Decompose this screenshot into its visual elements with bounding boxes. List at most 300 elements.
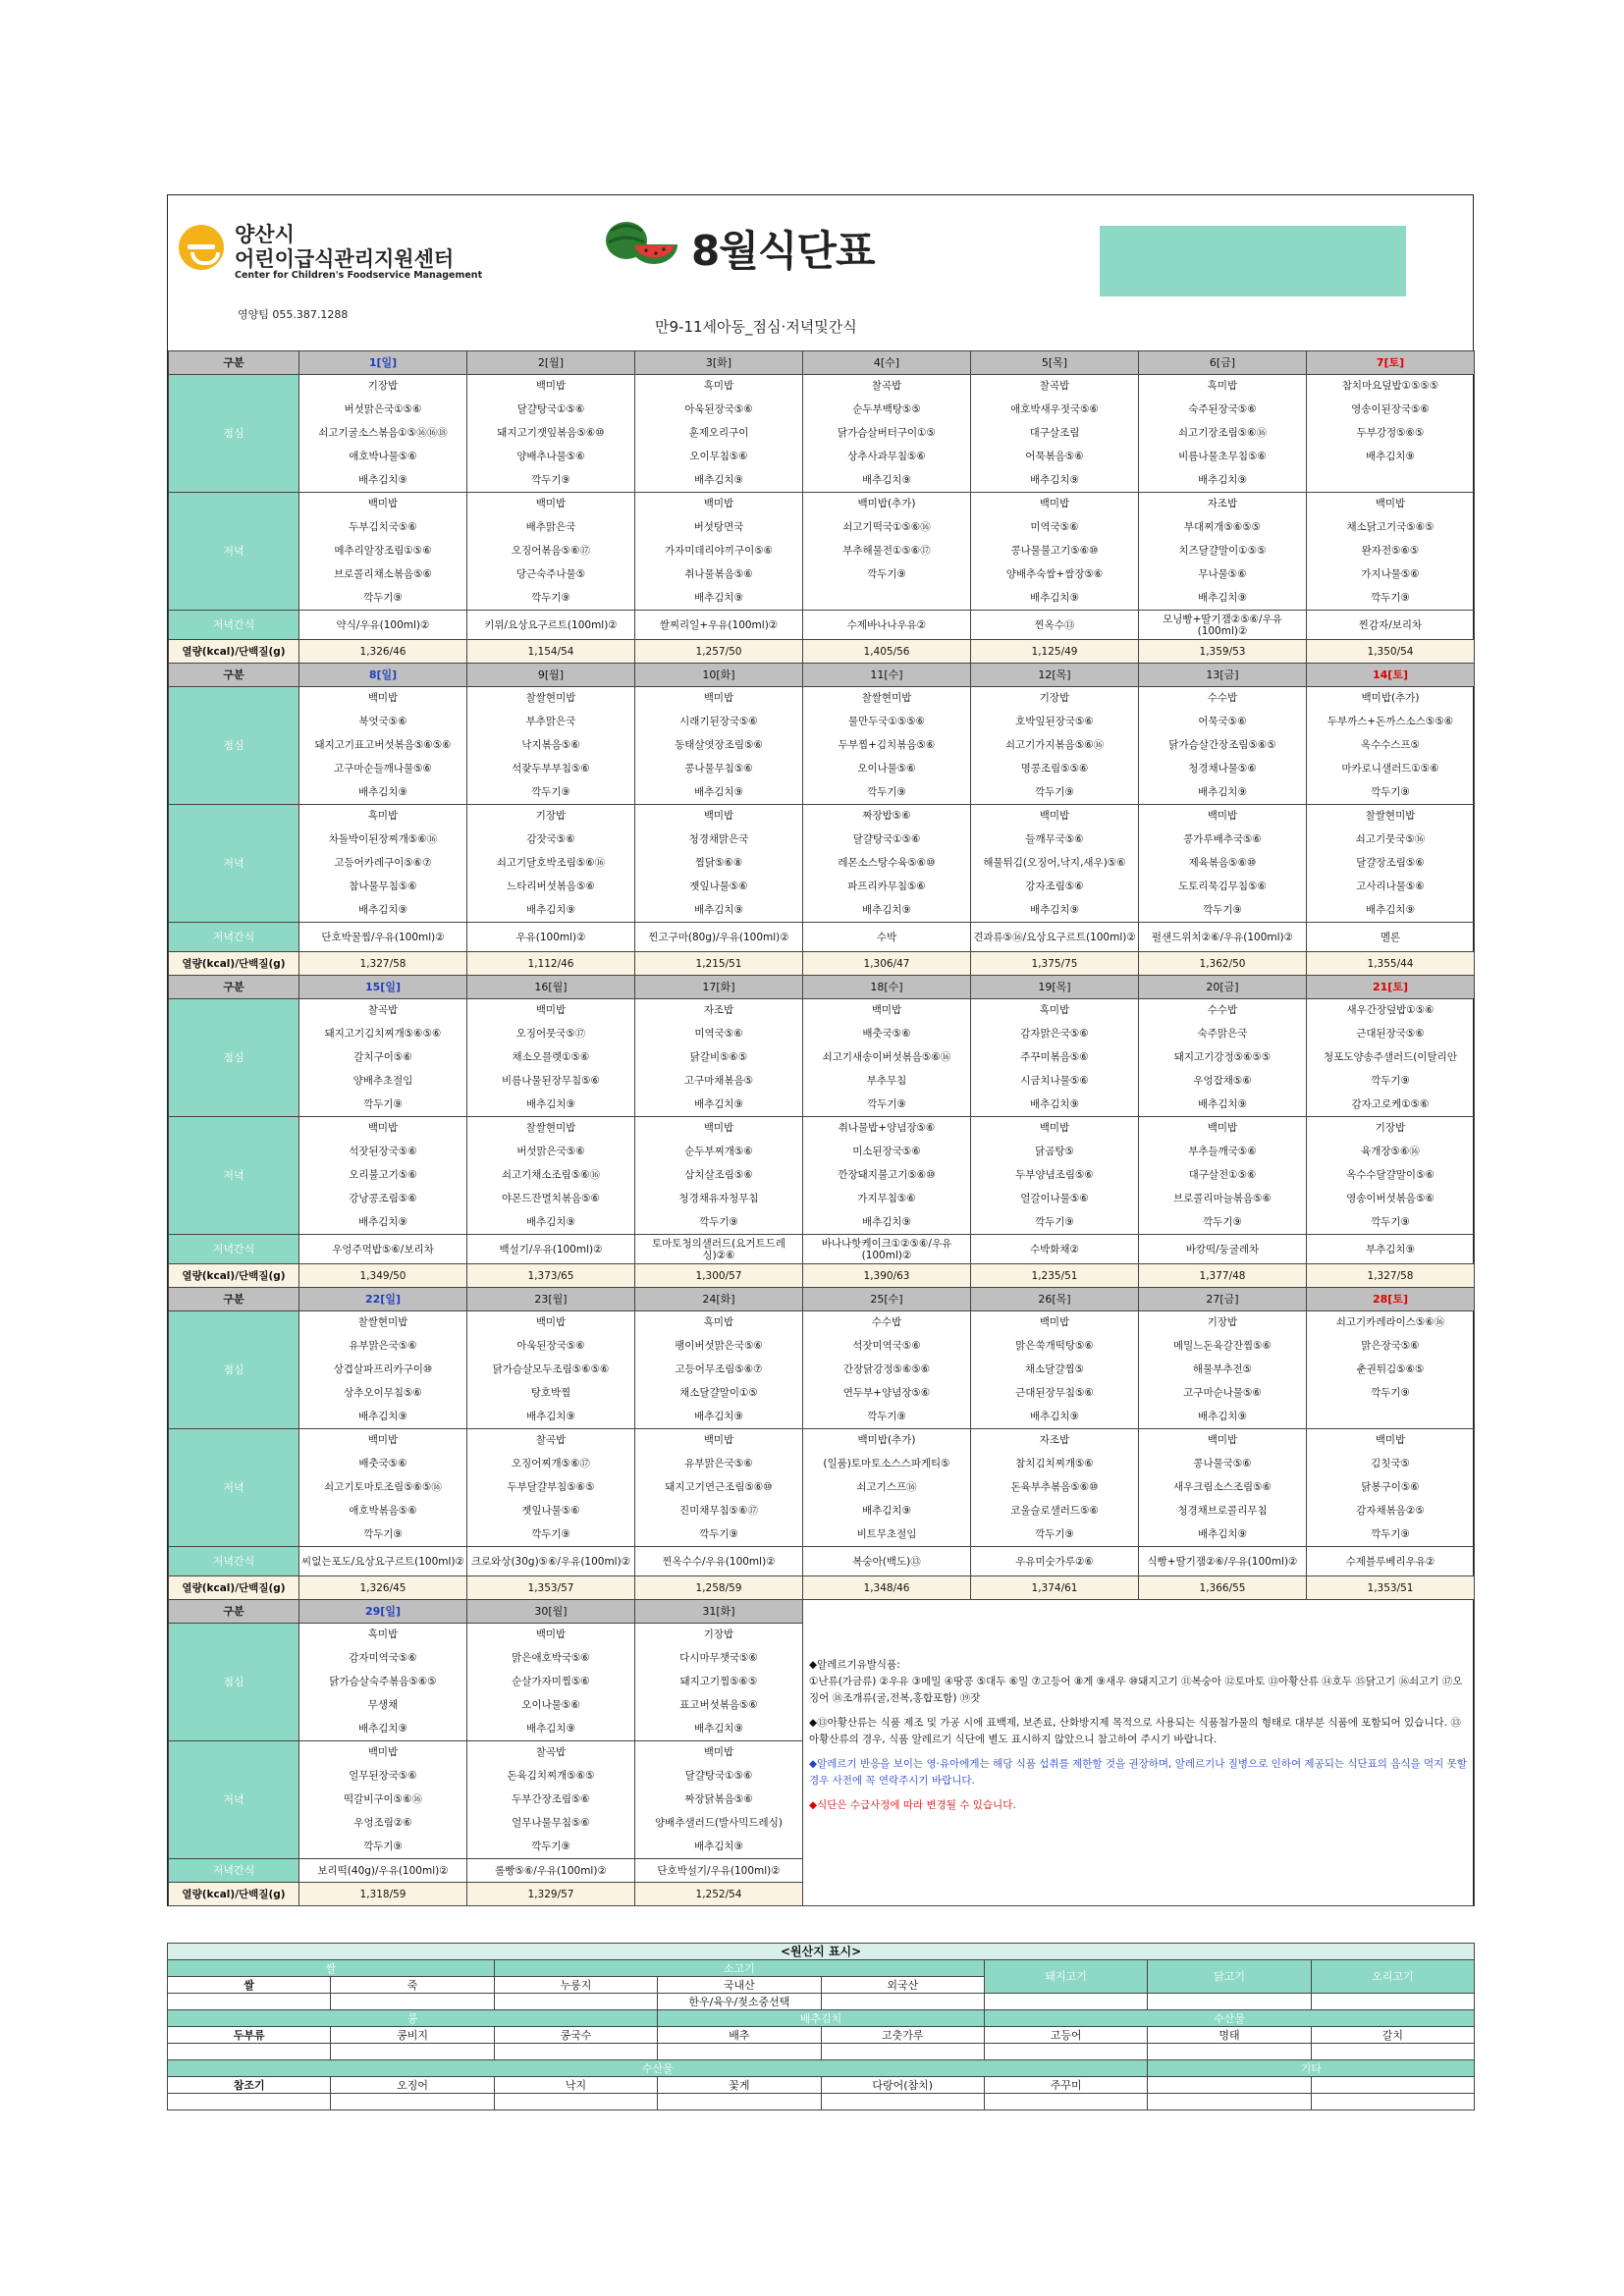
menu-cell <box>635 876 803 899</box>
lunch-label: 점심 <box>169 1311 299 1429</box>
menu-item: 닭가슴살버터구이①⑤ <box>838 426 936 439</box>
menu-cell <box>971 687 1139 711</box>
phone-number: 영양팀 055.387.1288 <box>238 308 349 321</box>
kcal-label: 열량(kcal)/단백질(g) <box>169 1264 299 1288</box>
menu-cell <box>299 1070 467 1094</box>
menu-cell <box>1139 1164 1307 1188</box>
origin-cell <box>821 2044 984 2060</box>
menu-cell <box>635 899 803 923</box>
menu-item: 깍두기⑨ <box>531 473 570 486</box>
kcal-cell: 1,112/46 <box>467 952 635 976</box>
menu-item: 깍두기⑨ <box>867 1097 906 1110</box>
day-header: 15[일] <box>299 976 467 999</box>
day-header: 17[화] <box>635 976 803 999</box>
menu-cell <box>971 493 1139 516</box>
origin-cell: 다랑어(참치) <box>821 2077 984 2094</box>
origin-cell: 배추 <box>658 2027 821 2044</box>
menu-cell <box>971 1046 1139 1070</box>
menu-item: 기장밥 <box>1375 1122 1406 1134</box>
menu-cell <box>467 469 635 493</box>
kcal-cell: 1,326/45 <box>299 1576 467 1600</box>
menu-cell <box>467 1671 635 1694</box>
menu-item: 백미밥 <box>535 498 567 509</box>
menu-item: 깍두기⑨ <box>1035 1527 1074 1540</box>
menu-title: 8월식단표 <box>691 227 875 275</box>
menu-cell <box>467 1117 635 1141</box>
menu-item: 고구마순들깨나물⑤⑥ <box>334 762 432 774</box>
kcal-cell: 1,374/61 <box>971 1576 1139 1600</box>
menu-cell <box>299 1476 467 1500</box>
gubun-label: 구분 <box>169 1288 299 1311</box>
menu-item: 도토리묵김무침⑤⑥ <box>1178 880 1267 892</box>
menu-cell <box>1307 493 1475 516</box>
origin-cell: 국내산 <box>658 1977 821 1994</box>
menu-item: 콩가루배추국⑤⑥ <box>1183 832 1262 845</box>
menu-cell <box>971 1023 1139 1046</box>
menu-item: 콩나물불고기⑤⑥⑩ <box>1010 544 1099 557</box>
menu-cell <box>635 1789 803 1812</box>
menu-cell <box>971 1311 1139 1335</box>
origin-cell: 고등어 <box>984 2027 1147 2044</box>
menu-item: 배추김치⑨ <box>862 1215 911 1228</box>
menu-item: 돈육김치찌개⑤⑥⑤ <box>507 1769 595 1782</box>
menu-cell <box>299 1500 467 1523</box>
menu-item: 오이나물⑤⑥ <box>857 762 916 774</box>
kcal-cell: 1,366/55 <box>1139 1576 1307 1600</box>
menu-cell <box>299 1718 467 1741</box>
menu-cell <box>971 1359 1139 1382</box>
menu-item: 새우간장덮밥①⑤⑥ <box>1346 1004 1435 1016</box>
gubun-label: 구분 <box>169 351 299 375</box>
menu-item: 두부간장조림⑤⑥ <box>512 1792 590 1805</box>
origin-title: <원산지 표시> <box>168 1944 1475 1960</box>
day-header: 22[일] <box>299 1288 467 1311</box>
menu-item: 청포도양송주샐러드(이탈리안 <box>1324 1050 1457 1063</box>
menu-cell <box>803 1406 971 1429</box>
menu-item: 백미밥 <box>871 1004 902 1016</box>
menu-item: 백미밥 <box>1207 810 1238 822</box>
origin-cell <box>658 2094 821 2110</box>
menu-cell <box>1139 469 1307 493</box>
menu-cell <box>635 1023 803 1046</box>
menu-cell <box>1139 1023 1307 1046</box>
origin-cell: 누룽지 <box>494 1977 657 1994</box>
menu-cell <box>971 587 1139 611</box>
menu-item: 낙지볶음⑤⑥ <box>521 738 580 751</box>
menu-cell <box>467 999 635 1023</box>
menu-cell <box>299 805 467 828</box>
menu-item: 상추사과무침⑤⑥ <box>847 450 926 462</box>
menu-cell <box>971 516 1139 540</box>
kcal-cell: 1,306/47 <box>803 952 971 976</box>
menu-cell <box>1307 540 1475 563</box>
menu-item: 물만두국①⑤⑤⑥ <box>847 715 926 727</box>
menu-cell <box>971 1211 1139 1235</box>
menu-item: 배추김치⑨ <box>1030 591 1079 604</box>
menu-cell <box>971 446 1139 469</box>
menu-item: 깍두기⑨ <box>363 1840 403 1852</box>
kcal-cell: 1,318/59 <box>299 1883 467 1906</box>
menu-item: 호박잎된장국⑤⑥ <box>1015 715 1094 727</box>
menu-item: 깍두기⑨ <box>867 567 906 580</box>
menu-item: 찰쌀현미밥 <box>357 1316 408 1328</box>
menu-cell <box>635 1117 803 1141</box>
menu-item: 깍두기⑨ <box>1371 591 1410 604</box>
origin-cell <box>494 2094 657 2110</box>
gubun-label: 구분 <box>169 664 299 687</box>
menu-cell <box>299 516 467 540</box>
menu-cell <box>299 1789 467 1812</box>
menu-item: 버섯맑은국⑤⑥ <box>516 1145 585 1157</box>
menu-cell <box>803 493 971 516</box>
menu-item: 배추김치⑨ <box>862 903 911 916</box>
menu-item: 상추오이무침⑤⑥ <box>344 1386 422 1399</box>
snack-cell: 찐옥수수/우유(100ml)② <box>635 1547 803 1576</box>
menu-cell <box>467 1382 635 1406</box>
menu-cell <box>467 1429 635 1453</box>
menu-item: 흑미밥 <box>367 810 399 822</box>
gubun-label: 구분 <box>169 1600 299 1624</box>
menu-item: 돈육부추볶음⑤⑥⑩ <box>1010 1480 1099 1493</box>
kcal-cell: 1,252/54 <box>635 1883 803 1906</box>
menu-item: 아욱된장국⑤⑥ <box>684 402 753 415</box>
menu-item: 채소오믈렛①⑤⑥ <box>512 1050 590 1063</box>
menu-item: 팽이버섯맑은국⑤⑥ <box>675 1339 763 1352</box>
menu-item: 버섯맑은국①⑤⑥ <box>344 402 422 415</box>
menu-cell <box>1139 1382 1307 1406</box>
menu-item: 백미밥 <box>367 1122 399 1134</box>
menu-cell <box>803 899 971 923</box>
menu-item: 치즈달걀말이①⑤⑤ <box>1178 544 1267 557</box>
kcal-cell: 1,348/46 <box>803 1576 971 1600</box>
origin-cell: 죽 <box>331 1977 494 1994</box>
menu-item: 배추김치⑨ <box>862 473 911 486</box>
menu-item: 채소달걀찜⑤ <box>1024 1362 1085 1375</box>
menu-cell <box>635 1647 803 1671</box>
snack-cell: 바캉떡/둥굴레차 <box>1139 1235 1307 1264</box>
menu-item: 쇠고기뭇국⑤⑯ <box>1355 832 1426 845</box>
menu-cell <box>1139 587 1307 611</box>
menu-cell <box>299 1023 467 1046</box>
menu-item: 제육볶음⑤⑥⑩ <box>1188 856 1257 869</box>
menu-item: 배추김치⑨ <box>694 785 743 798</box>
menu-cell <box>803 1500 971 1523</box>
menu-cell <box>971 1453 1139 1476</box>
sheet-header <box>168 195 1473 350</box>
menu-item: 오징어뭇국⑤⑰ <box>515 1027 586 1040</box>
menu-item: 배추김치⑨ <box>694 591 743 604</box>
menu-cell <box>635 1382 803 1406</box>
menu-cell <box>299 540 467 563</box>
origin-cell: 낙지 <box>494 2077 657 2094</box>
origin-cell: 고춧가루 <box>821 2027 984 2044</box>
menu-cell <box>635 1476 803 1500</box>
day-header: 29[일] <box>299 1600 467 1624</box>
menu-cell <box>971 805 1139 828</box>
snack-label: 저녁간식 <box>169 1859 299 1883</box>
menu-cell <box>299 1046 467 1070</box>
menu-item: 배추김치⑨ <box>526 903 575 916</box>
origin-cell: 두부류 <box>168 2027 331 2044</box>
menu-item: 기장밥 <box>535 810 567 822</box>
menu-cell <box>1307 563 1475 587</box>
menu-item: 깍두기⑨ <box>867 1410 906 1422</box>
menu-cell <box>1307 1500 1475 1523</box>
menu-cell <box>1307 828 1475 852</box>
menu-cell <box>1139 375 1307 399</box>
origin-cell: 콩국수 <box>494 2027 657 2044</box>
kcal-cell: 1,300/57 <box>635 1264 803 1288</box>
menu-item: 쇠고기굴소스볶음①⑤⑯⑯⑱ <box>318 426 448 439</box>
menu-item: 고등어무조림⑤⑥⑦ <box>675 1362 763 1375</box>
menu-cell <box>635 1311 803 1335</box>
menu-cell <box>1139 1500 1307 1523</box>
menu-cell <box>971 999 1139 1023</box>
day-header: 6[금] <box>1139 351 1307 375</box>
menu-cell <box>635 1141 803 1164</box>
origin-header-duck: 오리고기 <box>1311 1960 1474 1994</box>
day-header: 12[목] <box>971 664 1139 687</box>
menu-cell <box>635 758 803 781</box>
menu-cell <box>1139 899 1307 923</box>
menu-item: 배추김치⑨ <box>358 473 407 486</box>
day-header: 16[월] <box>467 976 635 999</box>
menu-item: 양배추초절임 <box>352 1074 413 1087</box>
menu-item: 백미밥(추가) <box>1361 692 1420 704</box>
kcal-cell: 1,375/75 <box>971 952 1139 976</box>
menu-cell <box>971 1476 1139 1500</box>
menu-cell <box>803 516 971 540</box>
menu-cell <box>467 1647 635 1671</box>
menu-item: 깍두기⑨ <box>1035 1215 1074 1228</box>
menu-item: 배추김치⑨ <box>1030 1410 1079 1422</box>
menu-cell <box>1139 758 1307 781</box>
menu-item: 부대찌개⑤⑥⑤⑤ <box>1183 520 1262 533</box>
menu-item: 메추리알장조림①⑤⑥ <box>334 544 432 557</box>
menu-cell <box>1139 1406 1307 1429</box>
dinner-label: 저녁 <box>169 1117 299 1235</box>
kcal-cell: 1,353/57 <box>467 1576 635 1600</box>
menu-item: 배추김치⑨ <box>526 1215 575 1228</box>
menu-cell <box>971 1188 1139 1211</box>
menu-item: 취나물볶음⑤⑥ <box>684 567 753 580</box>
menu-item: 돼지고기잿잎볶음⑤⑥⑩ <box>497 426 605 439</box>
menu-cell <box>1307 1359 1475 1382</box>
menu-item: 두부달걀부침⑤⑥⑤ <box>507 1480 595 1493</box>
day-header: 27[금] <box>1139 1288 1307 1311</box>
menu-cell <box>803 781 971 805</box>
menu-cell <box>467 1359 635 1382</box>
menu-cell <box>803 828 971 852</box>
menu-item: 닭가슴살숙주볶음⑤⑥⑤ <box>329 1675 437 1687</box>
day-header: 23[월] <box>467 1288 635 1311</box>
menu-cell <box>299 876 467 899</box>
menu-cell <box>467 446 635 469</box>
menu-item: 배추김치⑨ <box>862 1504 911 1517</box>
day-header: 3[화] <box>635 351 803 375</box>
menu-cell <box>971 1406 1139 1429</box>
menu-item: 백미밥 <box>535 1316 567 1328</box>
menu-cell <box>299 1382 467 1406</box>
menu-item: 배추김치⑨ <box>1198 1097 1247 1110</box>
menu-item: 참나물무침⑤⑥ <box>349 880 417 892</box>
menu-cell <box>299 711 467 734</box>
menu-item: 백미밥 <box>703 498 734 509</box>
menu-cell <box>467 540 635 563</box>
menu-item: 찰쌀현미밥 <box>525 692 576 704</box>
menu-cell <box>971 1094 1139 1117</box>
menu-cell <box>635 828 803 852</box>
menu-item: 깍두기⑨ <box>363 591 403 604</box>
kcal-cell: 1,154/54 <box>467 640 635 664</box>
menu-cell <box>467 1500 635 1523</box>
snack-cell: 우유미숫가루②⑥ <box>971 1547 1139 1576</box>
menu-cell <box>1139 1429 1307 1453</box>
origin-header-chicken: 닭고기 <box>1148 1960 1311 1994</box>
menu-cell <box>1139 446 1307 469</box>
warning-note: ◆알레르기 반응을 보이는 영·유아에게는 해당 식품 섭취를 제한할 것을 권장하며, 알레르기나 질병으로 인하여 제공되는 식단표의 음식을 먹지 못할 경우 사전에 꼭 연락주시기 바랍니다. <box>809 1757 1467 1787</box>
menu-item: 가지나물⑤⑥ <box>1361 567 1420 580</box>
menu-cell <box>1307 1046 1475 1070</box>
menu-cell <box>971 1164 1139 1188</box>
menu-cell <box>803 876 971 899</box>
origin-cell <box>1148 1994 1311 2010</box>
menu-item: 배추김치⑨ <box>1198 473 1247 486</box>
menu-item: 자조밥 <box>703 1004 734 1016</box>
menu-cell <box>1307 375 1475 399</box>
menu-cell <box>299 1694 467 1718</box>
menu-cell <box>803 446 971 469</box>
menu-item: 대구살전①⑤⑥ <box>1188 1168 1257 1181</box>
menu-cell <box>803 375 971 399</box>
snack-cell: 복숭아(백도)⑬ <box>803 1547 971 1576</box>
menu-cell <box>1307 1311 1475 1335</box>
menu-cell <box>299 1141 467 1164</box>
menu-cell <box>971 1382 1139 1406</box>
menu-cell <box>635 711 803 734</box>
menu-cell <box>1139 999 1307 1023</box>
menu-cell <box>803 1382 971 1406</box>
menu-cell <box>299 1836 467 1859</box>
menu-item: 오징어볶음⑤⑥⑰ <box>511 544 591 557</box>
menu-item: 배추김치⑨ <box>694 1722 743 1735</box>
menu-cell <box>803 1211 971 1235</box>
kcal-cell: 1,359/53 <box>1139 640 1307 664</box>
snack-cell: 수박 <box>803 923 971 952</box>
menu-item: 떡갈비구이⑤⑥⑯ <box>343 1792 423 1805</box>
origin-cell <box>1311 2094 1474 2110</box>
menu-item: 춘권튀김⑤⑥⑤ <box>1356 1362 1425 1375</box>
menu-cell <box>1139 1311 1307 1335</box>
menu-cell <box>1307 1094 1475 1117</box>
menu-item: 순두부찌개⑤⑥ <box>684 1145 753 1157</box>
menu-item: 배추김치⑨ <box>694 473 743 486</box>
menu-cell <box>467 711 635 734</box>
snack-label: 저녁간식 <box>169 923 299 952</box>
origin-cell <box>1148 2044 1311 2060</box>
kcal-label: 열량(kcal)/단백질(g) <box>169 1576 299 1600</box>
snack-cell: 토마토청의샐러드(요거트드레싱)②⑥ <box>635 1235 803 1264</box>
day-header: 14[토] <box>1307 664 1475 687</box>
menu-item: 찰쌀현미밥 <box>525 1122 576 1134</box>
menu-item: 백미밥 <box>703 692 734 704</box>
menu-cell <box>635 1624 803 1647</box>
menu-item: 강낭콩조림⑤⑥ <box>349 1192 417 1204</box>
menu-item: 다시마무챗국⑤⑥ <box>679 1651 758 1664</box>
menu-cell <box>467 1311 635 1335</box>
menu-item: 옥수수달걀말이⑤⑥ <box>1346 1168 1435 1181</box>
menu-item: 깍두기⑨ <box>1371 1074 1410 1087</box>
kcal-cell: 1,405/56 <box>803 640 971 664</box>
menu-cell <box>971 375 1139 399</box>
snack-cell: 보리떡(40g)/우유(100ml)② <box>299 1859 467 1883</box>
menu-cell <box>467 516 635 540</box>
origin-cell <box>168 1994 331 2010</box>
menu-item: 쇠고기스프⑯ <box>856 1480 917 1493</box>
menu-cell <box>467 1070 635 1094</box>
menu-cell <box>1139 1476 1307 1500</box>
menu-item: 깍두기⑨ <box>1035 785 1074 798</box>
menu-item: 배추김치⑨ <box>358 903 407 916</box>
menu-item: 백미밥 <box>703 1122 734 1134</box>
menu-cell <box>1139 852 1307 876</box>
menu-cell <box>1307 399 1475 422</box>
menu-cell <box>803 422 971 446</box>
menu-item: 백미밥 <box>703 1434 734 1446</box>
snack-label: 저녁간식 <box>169 611 299 640</box>
snack-cell: 쌀찌리일+우유(100ml)② <box>635 611 803 640</box>
menu-item: 백미밥 <box>703 810 734 822</box>
menu-item: 레몬소스탕수육⑤⑥⑩ <box>838 856 936 869</box>
menu-cell <box>299 563 467 587</box>
menu-cell <box>1307 1188 1475 1211</box>
menu-item: 배추김치⑨ <box>1030 473 1079 486</box>
menu-cell <box>803 1188 971 1211</box>
change-note: ◆식단은 수급사정에 따라 변경될 수 있습니다. <box>809 1798 1016 1811</box>
menu-cell <box>467 805 635 828</box>
menu-cell <box>1139 399 1307 422</box>
snack-cell: 찐감자/보리차 <box>1307 611 1475 640</box>
menu-item: 흑미밥 <box>1039 1004 1070 1016</box>
menu-item <box>1307 1406 1474 1429</box>
day-header: 30[월] <box>467 1600 635 1624</box>
menu-item: 김칫국⑤ <box>1371 1457 1410 1469</box>
menu-item: 깍두기⑨ <box>867 785 906 798</box>
menu-item: 찜닭⑤⑥⑧ <box>694 856 743 869</box>
menu-item: 두부양념조림⑤⑥ <box>1015 1168 1094 1181</box>
menu-item: 근대된장국⑤⑥ <box>1356 1027 1425 1040</box>
menu-cell <box>803 1311 971 1335</box>
menu-cell <box>971 1117 1139 1141</box>
menu-cell <box>1307 805 1475 828</box>
menu-item <box>1307 469 1474 493</box>
menu-item: 간장닭강정⑤⑥⑤⑥ <box>842 1362 931 1375</box>
menu-item: 대구살조림 <box>1029 426 1080 439</box>
menu-item: 가지무침⑤⑥ <box>857 1192 916 1204</box>
menu-cell <box>635 687 803 711</box>
menu-item: 쇠고기카레라이스⑤⑥⑯ <box>1335 1316 1445 1328</box>
menu-item: 파프리카무침⑤⑥ <box>847 880 926 892</box>
menu-item: 애호박새우젓국⑤⑥ <box>1010 402 1099 415</box>
menu-item: 청경채브로콜리무침 <box>1177 1504 1268 1517</box>
menu-item: 백미밥 <box>535 1629 567 1640</box>
menu-cell <box>299 587 467 611</box>
menu-cell <box>1307 446 1475 469</box>
menu-item: 오리불고기⑤⑥ <box>349 1168 417 1181</box>
menu-cell <box>803 734 971 758</box>
menu-item: 훈제오리구이 <box>688 426 749 439</box>
menu-cell <box>635 1070 803 1094</box>
